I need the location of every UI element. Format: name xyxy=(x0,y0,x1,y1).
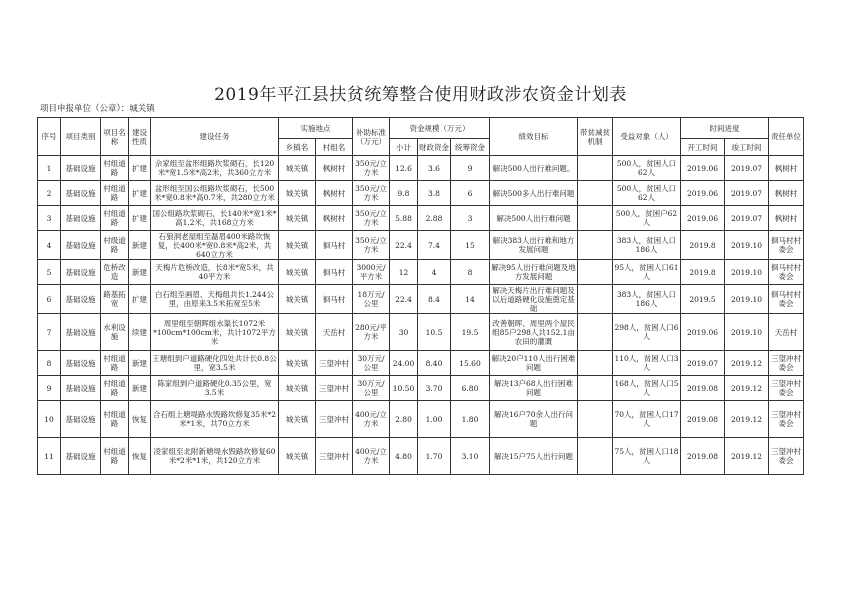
applicant-unit-label: 项目申报单位（公章）：城关镇 xyxy=(40,104,155,114)
cell-mechanism xyxy=(578,438,613,475)
cell-beneficiaries: 110人，贫困人口3人 xyxy=(613,351,681,376)
cell-goal: 解决天梅片出行难问题及以后道路硬化设施奠定基础 xyxy=(490,285,578,314)
cell-responsible: 徊马村村委会 xyxy=(769,231,804,260)
header-standard: 补助标准（万元） xyxy=(353,118,390,156)
cell-seq: 2 xyxy=(38,181,61,206)
cell-standard: 350元/立方米 xyxy=(353,156,390,181)
cell-start: 2019.5 xyxy=(681,285,725,314)
cell-seq: 8 xyxy=(38,351,61,376)
cell-standard: 30万元/公里 xyxy=(353,351,390,376)
cell-mechanism xyxy=(578,260,613,285)
cell-nature: 新建 xyxy=(129,376,151,401)
cell-standard: 350元/立方米 xyxy=(353,206,390,231)
cell-village: 三望冲村 xyxy=(316,351,353,376)
cell-standard: 400元/立方米 xyxy=(353,401,390,438)
cell-standard: 30万元/公里 xyxy=(353,376,390,401)
cell-name: 水利设施 xyxy=(101,314,129,351)
cell-category: 基础设施 xyxy=(61,206,101,231)
cell-nature: 扩建 xyxy=(129,285,151,314)
header-fiscal: 财政资金 xyxy=(418,139,451,156)
cell-fiscal: 1.70 xyxy=(418,438,451,475)
cell-seq: 7 xyxy=(38,314,61,351)
cell-start: 2019.07 xyxy=(681,351,725,376)
header-responsible: 责任单位 xyxy=(769,118,804,156)
cell-end: 2019.12 xyxy=(725,351,769,376)
cell-standard: 3000元/平方米 xyxy=(353,260,390,285)
cell-task: 国公组路坎浆砌石，长140米*宽1米*高1.2米，共168立方米 xyxy=(151,206,279,231)
cell-town: 城关镇 xyxy=(279,351,316,376)
cell-standard: 18万元/公里 xyxy=(353,285,390,314)
cell-task: 陈家组到户道路硬化0.35公里，宽3.5米 xyxy=(151,376,279,401)
cell-task: 凌家组至北附新塘堤水毁路坎修复60米*2米*1米，共120立方米 xyxy=(151,438,279,475)
cell-nature: 新建 xyxy=(129,231,151,260)
cell-subtotal: 22.4 xyxy=(390,231,418,260)
cell-subtotal: 10.50 xyxy=(390,376,418,401)
cell-beneficiaries: 500人，贫困人口62人 xyxy=(613,156,681,181)
cell-fiscal: 2.88 xyxy=(418,206,451,231)
cell-task: 盆形组至国公组路坎浆砌石，长500米*宽0.8米*高0.7米，共280立方米 xyxy=(151,181,279,206)
table-row xyxy=(38,285,804,314)
header-start: 开工时间 xyxy=(681,139,725,156)
cell-goal: 解决13户68人出行困难问题 xyxy=(490,376,578,401)
cell-subtotal: 12.6 xyxy=(390,156,418,181)
cell-mechanism xyxy=(578,401,613,438)
cell-task: 白石组至画眉、天梅组共长1.244公里，由原来3.5米拓宽至5米 xyxy=(151,285,279,314)
cell-town: 城关镇 xyxy=(279,438,316,475)
cell-standard: 350元/立方米 xyxy=(353,231,390,260)
cell-name: 村组道路 xyxy=(101,438,129,475)
cell-name: 村组道路 xyxy=(101,156,129,181)
cell-town: 城关镇 xyxy=(279,314,316,351)
fund-plan-table xyxy=(37,117,804,475)
cell-fiscal: 3.8 xyxy=(418,181,451,206)
cell-fiscal: 3.6 xyxy=(418,156,451,181)
cell-fiscal: 10.5 xyxy=(418,314,451,351)
cell-nature: 恢复 xyxy=(129,438,151,475)
cell-end: 2019.10 xyxy=(725,260,769,285)
cell-responsible: 三望冲村委会 xyxy=(769,401,804,438)
cell-end: 2019.07 xyxy=(725,156,769,181)
cell-start: 2019.06 xyxy=(681,181,725,206)
cell-end: 2019.12 xyxy=(725,376,769,401)
cell-town: 城关镇 xyxy=(279,181,316,206)
cell-goal: 解决16户70余人出行问题 xyxy=(490,401,578,438)
table-row xyxy=(38,181,804,206)
cell-name: 村组道路 xyxy=(101,181,129,206)
cell-task: 王塘组到户道路硬化四处共计长0.8公里，宽3.5米 xyxy=(151,351,279,376)
cell-town: 城关镇 xyxy=(279,285,316,314)
cell-subtotal: 22.4 xyxy=(390,285,418,314)
cell-responsible: 枫树村 xyxy=(769,181,804,206)
cell-category: 基础设施 xyxy=(61,156,101,181)
cell-nature: 恢复 xyxy=(129,401,151,438)
cell-end: 2019.12 xyxy=(725,401,769,438)
cell-category: 基础设施 xyxy=(61,314,101,351)
cell-coordinated: 14 xyxy=(451,285,490,314)
cell-village: 徊马村 xyxy=(316,285,353,314)
cell-standard: 400元/立方米 xyxy=(353,438,390,475)
header-location: 实施地点 xyxy=(279,118,353,139)
cell-mechanism xyxy=(578,181,613,206)
cell-mechanism xyxy=(578,231,613,260)
cell-village: 枫树村 xyxy=(316,156,353,181)
cell-name: 路基拓宽 xyxy=(101,285,129,314)
table-row xyxy=(38,231,804,260)
cell-end: 2019.07 xyxy=(725,206,769,231)
cell-coordinated: 6 xyxy=(451,181,490,206)
cell-start: 2019.08 xyxy=(681,401,725,438)
cell-category: 基础设施 xyxy=(61,438,101,475)
cell-village: 三望冲村 xyxy=(316,438,353,475)
cell-responsible: 枫树村 xyxy=(769,206,804,231)
cell-end: 2019.10 xyxy=(725,231,769,260)
cell-fiscal: 3.70 xyxy=(418,376,451,401)
cell-goal: 解决95人出行难问题及地方发展问题 xyxy=(490,260,578,285)
cell-goal: 解决383人出行难和地方发展问题 xyxy=(490,231,578,260)
cell-mechanism xyxy=(578,206,613,231)
cell-name: 村级道路 xyxy=(101,231,129,260)
cell-task: 周里组至朝晖组水渠长1072米*100cm*100cm米，共计1072平方米 xyxy=(151,314,279,351)
cell-subtotal: 30 xyxy=(390,314,418,351)
cell-goal: 解决500人出行难问题。 xyxy=(490,156,578,181)
cell-subtotal: 9.8 xyxy=(390,181,418,206)
header-task: 建设任务 xyxy=(151,118,279,156)
cell-town: 城关镇 xyxy=(279,376,316,401)
cell-coordinated: 9 xyxy=(451,156,490,181)
cell-goal: 解决20户110人出行困难问题 xyxy=(490,351,578,376)
cell-start: 2019.08 xyxy=(681,438,725,475)
table-row xyxy=(38,156,804,181)
cell-mechanism xyxy=(578,351,613,376)
cell-start: 2019.8 xyxy=(681,231,725,260)
table-row xyxy=(38,351,804,376)
cell-village: 三望冲村 xyxy=(316,401,353,438)
table-row xyxy=(38,206,804,231)
cell-responsible: 天岳村 xyxy=(769,314,804,351)
cell-town: 城关镇 xyxy=(279,260,316,285)
cell-coordinated: 1.80 xyxy=(451,401,490,438)
cell-standard: 280元/平方米 xyxy=(353,314,390,351)
cell-task: 天梅片危桥改造，长8米*宽5米，共40平方米 xyxy=(151,260,279,285)
cell-seq: 10 xyxy=(38,401,61,438)
cell-fiscal: 8.4 xyxy=(418,285,451,314)
cell-goal: 改善朝晖、周里两个屋民组85户298人共152.1亩农田的灌溉 xyxy=(490,314,578,351)
header-town: 乡镇名 xyxy=(279,139,316,156)
cell-category: 基础设施 xyxy=(61,181,101,206)
cell-seq: 9 xyxy=(38,376,61,401)
table-row xyxy=(38,401,804,438)
cell-beneficiaries: 70人，贫困人口17人 xyxy=(613,401,681,438)
cell-name: 村组道路 xyxy=(101,351,129,376)
cell-start: 2019.06 xyxy=(681,206,725,231)
cell-task: 合石组上塘堤路水毁路坎修复35米*2米*1米，共70立方米 xyxy=(151,401,279,438)
header-name: 项目名称 xyxy=(101,118,129,156)
cell-town: 城关镇 xyxy=(279,231,316,260)
cell-beneficiaries: 500人，贫困户62人 xyxy=(613,206,681,231)
cell-subtotal: 4.80 xyxy=(390,438,418,475)
cell-nature: 新建 xyxy=(129,351,151,376)
cell-seq: 3 xyxy=(38,206,61,231)
cell-beneficiaries: 298人，贫困人口6人 xyxy=(613,314,681,351)
header-mechanism: 带贫减贫机制 xyxy=(578,118,613,156)
cell-mechanism xyxy=(578,314,613,351)
cell-category: 基础设施 xyxy=(61,351,101,376)
cell-name: 危桥改造 xyxy=(101,260,129,285)
cell-beneficiaries: 75人，贫困人口18人 xyxy=(613,438,681,475)
header-funds: 资金规模（万元） xyxy=(390,118,490,139)
cell-nature: 续建 xyxy=(129,314,151,351)
cell-end: 2019.12 xyxy=(725,438,769,475)
cell-task: 石狼洞老屋组至磊眉400米路坎恢复，长400米*宽0.8米*高2米，共640立方米 xyxy=(151,231,279,260)
cell-seq: 1 xyxy=(38,156,61,181)
cell-category: 基础设施 xyxy=(61,260,101,285)
cell-seq: 5 xyxy=(38,260,61,285)
cell-end: 2019.10 xyxy=(725,285,769,314)
cell-seq: 11 xyxy=(38,438,61,475)
cell-goal: 解决500人出行难问题 xyxy=(490,206,578,231)
cell-standard: 350元/立方米 xyxy=(353,181,390,206)
cell-village: 枫树村 xyxy=(316,206,353,231)
cell-fiscal: 7.4 xyxy=(418,231,451,260)
cell-mechanism xyxy=(578,376,613,401)
cell-end: 2019.10 xyxy=(725,314,769,351)
header-beneficiaries: 受益对象（人） xyxy=(613,118,681,156)
cell-mechanism xyxy=(578,285,613,314)
cell-beneficiaries: 500人，贫困人口62人 xyxy=(613,181,681,206)
cell-name: 村组道路 xyxy=(101,401,129,438)
header-village: 村组名 xyxy=(316,139,353,156)
cell-end: 2019.07 xyxy=(725,181,769,206)
header-seq: 序号 xyxy=(38,118,61,156)
cell-beneficiaries: 168人，贫困人口5人 xyxy=(613,376,681,401)
table-row xyxy=(38,376,804,401)
cell-category: 基础设施 xyxy=(61,376,101,401)
page-title: 2019年平江县扶贫统筹整合使用财政涉农资金计划表 xyxy=(214,85,627,105)
header-category: 项目类别 xyxy=(61,118,101,156)
cell-village: 天岳村 xyxy=(316,314,353,351)
cell-mechanism xyxy=(578,156,613,181)
cell-start: 2019.8 xyxy=(681,260,725,285)
cell-village: 三望冲村 xyxy=(316,376,353,401)
cell-responsible: 枫树村 xyxy=(769,156,804,181)
cell-nature: 扩建 xyxy=(129,156,151,181)
table-row xyxy=(38,438,804,475)
cell-fiscal: 4 xyxy=(418,260,451,285)
cell-town: 城关镇 xyxy=(279,401,316,438)
cell-name: 村组道路 xyxy=(101,376,129,401)
cell-beneficiaries: 383人，贫困人口186人 xyxy=(613,285,681,314)
cell-start: 2019.06 xyxy=(681,314,725,351)
cell-beneficiaries: 95人，贫困人口61人 xyxy=(613,260,681,285)
cell-nature: 扩建 xyxy=(129,206,151,231)
cell-responsible: 徊马村村委会 xyxy=(769,285,804,314)
header-progress: 时间进度 xyxy=(681,118,769,139)
cell-village: 徊马村 xyxy=(316,260,353,285)
cell-coordinated: 19.5 xyxy=(451,314,490,351)
cell-task: 佘家组至盆形组路坎浆砌石，长120米*宽1.5米*高2米，共360立方米 xyxy=(151,156,279,181)
cell-village: 徊马村 xyxy=(316,231,353,260)
cell-coordinated: 3 xyxy=(451,206,490,231)
header-goal: 绩效目标 xyxy=(490,118,578,156)
cell-fiscal: 8.40 xyxy=(418,351,451,376)
table-row xyxy=(38,260,804,285)
cell-responsible: 三望冲村委会 xyxy=(769,351,804,376)
cell-coordinated: 6.80 xyxy=(451,376,490,401)
cell-village: 枫树村 xyxy=(316,181,353,206)
cell-coordinated: 3.10 xyxy=(451,438,490,475)
cell-fiscal: 1.00 xyxy=(418,401,451,438)
cell-subtotal: 12 xyxy=(390,260,418,285)
header-subtotal: 小计 xyxy=(390,139,418,156)
cell-seq: 6 xyxy=(38,285,61,314)
cell-name: 村组道路 xyxy=(101,206,129,231)
header-end: 竣工时间 xyxy=(725,139,769,156)
table-row xyxy=(38,314,804,351)
cell-coordinated: 15 xyxy=(451,231,490,260)
cell-responsible: 三望冲村委会 xyxy=(769,438,804,475)
cell-nature: 扩建 xyxy=(129,181,151,206)
cell-beneficiaries: 383人，贫困人口186人 xyxy=(613,231,681,260)
cell-subtotal: 5.88 xyxy=(390,206,418,231)
header-coordinated: 统筹资金 xyxy=(451,139,490,156)
cell-nature: 新建 xyxy=(129,260,151,285)
cell-coordinated: 15.60 xyxy=(451,351,490,376)
cell-seq: 4 xyxy=(38,231,61,260)
cell-town: 城关镇 xyxy=(279,156,316,181)
cell-coordinated: 8 xyxy=(451,260,490,285)
cell-goal: 解决500多人出行难问题 xyxy=(490,181,578,206)
cell-start: 2019.08 xyxy=(681,376,725,401)
cell-category: 基础设施 xyxy=(61,285,101,314)
cell-category: 基础设施 xyxy=(61,231,101,260)
cell-goal: 解决15户75人出行问题 xyxy=(490,438,578,475)
cell-town: 城关镇 xyxy=(279,206,316,231)
cell-subtotal: 2.80 xyxy=(390,401,418,438)
cell-responsible: 三望冲村委会 xyxy=(769,376,804,401)
cell-start: 2019.06 xyxy=(681,156,725,181)
cell-subtotal: 24.00 xyxy=(390,351,418,376)
header-nature: 建设性质 xyxy=(129,118,151,156)
cell-responsible: 徊马村村委会 xyxy=(769,260,804,285)
cell-category: 基础设施 xyxy=(61,401,101,438)
